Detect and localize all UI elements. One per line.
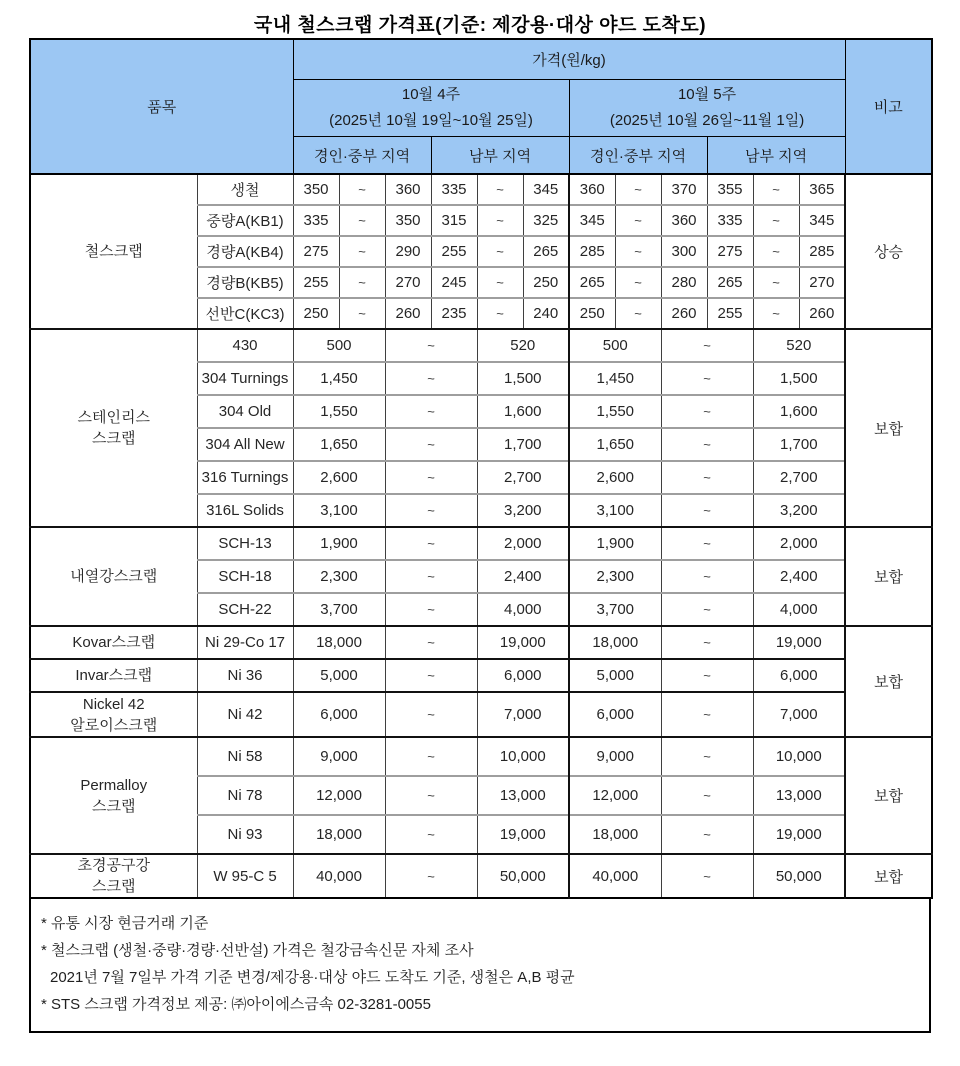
price-min-cell: 40,000 (293, 854, 385, 898)
header-item: 품목 (30, 39, 293, 174)
category-line: Nickel 42 (82, 695, 145, 713)
price-max-cell: 50,000 (477, 854, 569, 898)
price-separator: ~ (385, 659, 477, 692)
price-max-cell: 1,500 (753, 362, 845, 395)
price-max-cell: 280 (661, 267, 707, 298)
price-min-cell: 285 (569, 236, 615, 267)
header-week-october-5 (569, 80, 845, 137)
price-separator: ~ (661, 776, 753, 815)
page-title: 국내 철스크랩 가격표(기준: 제강용·대상 야드 도착도) (253, 15, 707, 36)
table-row (30, 174, 932, 205)
item-cell: 430 (197, 329, 293, 362)
price-max-cell: 13,000 (477, 776, 569, 815)
item-cell: Ni 36 (197, 659, 293, 692)
category-line: 초경공구강 (77, 857, 150, 874)
remark-cell: 상승 (845, 174, 932, 329)
price-max-cell: 360 (385, 174, 431, 205)
table-row (30, 626, 932, 659)
price-max-cell: 270 (385, 267, 431, 298)
price-max-cell: 1,600 (477, 395, 569, 428)
category-line: 스테인리스 (77, 409, 150, 426)
price-min-cell: 40,000 (569, 854, 661, 898)
price-min-cell: 1,550 (293, 395, 385, 428)
price-separator: ~ (661, 329, 753, 362)
price-separator: ~ (615, 298, 661, 329)
price-max-cell: 325 (523, 205, 569, 236)
price-min-cell: 1,550 (569, 395, 661, 428)
category-line: 스크랩 (92, 430, 136, 447)
category-cell (30, 527, 197, 626)
table-row (30, 854, 932, 898)
price-max-cell: 2,000 (477, 527, 569, 560)
remark-cell: 보합 (845, 329, 932, 527)
price-max-cell: 10,000 (477, 737, 569, 776)
price-max-cell: 285 (799, 236, 845, 267)
price-separator: ~ (477, 236, 523, 267)
item-cell: 선반C(KC3) (197, 298, 293, 329)
header-price-unit: 가격(원/kg) (293, 39, 845, 80)
price-min-cell: 1,450 (569, 362, 661, 395)
price-min-cell: 1,450 (293, 362, 385, 395)
remark-cell: 보합 (845, 626, 932, 737)
price-max-cell: 260 (385, 298, 431, 329)
price-max-cell: 2,700 (753, 461, 845, 494)
table-row (30, 659, 932, 692)
category-cell (30, 174, 197, 329)
category-cell (30, 737, 197, 854)
price-min-cell: 500 (293, 329, 385, 362)
item-cell: 생철 (197, 174, 293, 205)
price-max-cell: 7,000 (477, 692, 569, 737)
price-min-cell: 255 (293, 267, 339, 298)
price-max-cell: 7,000 (753, 692, 845, 737)
price-min-cell: 265 (707, 267, 753, 298)
price-min-cell: 1,900 (293, 527, 385, 560)
price-min-cell: 18,000 (293, 815, 385, 854)
price-min-cell: 250 (569, 298, 615, 329)
remark-cell: 보합 (845, 737, 932, 854)
price-max-cell: 4,000 (753, 593, 845, 626)
price-min-cell: 235 (431, 298, 477, 329)
price-max-cell: 345 (523, 174, 569, 205)
price-max-cell: 350 (385, 205, 431, 236)
table-header (30, 39, 932, 174)
category-line: Permalloy (80, 776, 148, 794)
item-cell: SCH-18 (197, 560, 293, 593)
price-max-cell: 1,700 (477, 428, 569, 461)
price-separator: ~ (661, 395, 753, 428)
price-min-cell: 255 (707, 298, 753, 329)
table-row (30, 692, 932, 737)
price-max-cell: 2,000 (753, 527, 845, 560)
price-min-cell: 18,000 (569, 815, 661, 854)
price-separator: ~ (385, 395, 477, 428)
price-max-cell: 6,000 (477, 659, 569, 692)
price-separator: ~ (477, 205, 523, 236)
price-separator: ~ (477, 174, 523, 205)
price-min-cell: 12,000 (569, 776, 661, 815)
category-line: 스크랩 (92, 878, 136, 895)
item-cell: Ni 93 (197, 815, 293, 854)
price-separator: ~ (339, 267, 385, 298)
price-max-cell: 260 (661, 298, 707, 329)
header-region-south-week4: 남부 지역 (431, 137, 569, 175)
price-min-cell: 1,900 (569, 527, 661, 560)
price-separator: ~ (661, 626, 753, 659)
price-max-cell: 10,000 (753, 737, 845, 776)
item-cell: 316L Solids (197, 494, 293, 527)
price-min-cell: 245 (431, 267, 477, 298)
footnote: * 철스크랩 (생철·중량·경량·선반설) 가격은 철강금속신문 자체 조사 (41, 942, 474, 959)
table-row (30, 737, 932, 776)
price-max-cell: 345 (799, 205, 845, 236)
price-min-cell: 275 (293, 236, 339, 267)
week-range: (2025년 10월 26일~11월 1일) (609, 112, 805, 129)
price-min-cell: 6,000 (569, 692, 661, 737)
item-cell: 304 Turnings (197, 362, 293, 395)
price-min-cell: 5,000 (293, 659, 385, 692)
item-cell: 중량A(KB1) (197, 205, 293, 236)
price-separator: ~ (385, 329, 477, 362)
price-separator: ~ (615, 174, 661, 205)
price-min-cell: 3,700 (569, 593, 661, 626)
price-max-cell: 520 (477, 329, 569, 362)
price-min-cell: 335 (707, 205, 753, 236)
price-max-cell: 360 (661, 205, 707, 236)
price-separator: ~ (385, 854, 477, 898)
item-cell: 경량B(KB5) (197, 267, 293, 298)
category-cell (30, 854, 197, 898)
price-min-cell: 265 (569, 267, 615, 298)
price-max-cell: 240 (523, 298, 569, 329)
price-table-body (30, 174, 932, 898)
price-max-cell: 370 (661, 174, 707, 205)
price-max-cell: 520 (753, 329, 845, 362)
price-min-cell: 250 (293, 298, 339, 329)
price-separator: ~ (385, 776, 477, 815)
footnote: 2021년 7월 7일부 가격 기준 변경/제강용·대상 야드 도착도 기준, 생철은 A,B 평균 (50, 969, 575, 986)
price-separator: ~ (385, 737, 477, 776)
price-min-cell: 345 (569, 205, 615, 236)
price-separator: ~ (661, 692, 753, 737)
week-range: (2025년 10월 19일~10월 25일) (329, 112, 533, 129)
price-max-cell: 1,500 (477, 362, 569, 395)
category-cell (30, 692, 197, 737)
price-min-cell: 350 (293, 174, 339, 205)
item-cell: SCH-22 (197, 593, 293, 626)
price-separator: ~ (661, 659, 753, 692)
price-min-cell: 9,000 (293, 737, 385, 776)
item-cell: Ni 29-Co 17 (197, 626, 293, 659)
price-separator: ~ (385, 494, 477, 527)
remark-cell: 보합 (845, 854, 932, 898)
week-name: 10월 4주 (401, 86, 461, 103)
price-max-cell: 365 (799, 174, 845, 205)
price-separator: ~ (385, 626, 477, 659)
item-cell: 304 Old (197, 395, 293, 428)
category-line: 스크랩 (92, 797, 136, 815)
price-min-cell: 1,650 (569, 428, 661, 461)
item-cell: 316 Turnings (197, 461, 293, 494)
price-max-cell: 4,000 (477, 593, 569, 626)
price-min-cell: 1,650 (293, 428, 385, 461)
category-line: Invar스크랩 (75, 667, 153, 684)
item-cell: 경량A(KB4) (197, 236, 293, 267)
item-cell: 304 All New (197, 428, 293, 461)
price-max-cell: 290 (385, 236, 431, 267)
price-max-cell: 2,400 (753, 560, 845, 593)
price-separator: ~ (661, 428, 753, 461)
price-min-cell: 2,300 (569, 560, 661, 593)
item-cell: Ni 58 (197, 737, 293, 776)
header-region-gyeongin-central-week4: 경인·중부 지역 (293, 137, 431, 175)
header-region-gyeongin-central-week5: 경인·중부 지역 (569, 137, 707, 175)
price-separator: ~ (661, 461, 753, 494)
price-separator: ~ (385, 362, 477, 395)
price-max-cell: 250 (523, 267, 569, 298)
price-max-cell: 300 (661, 236, 707, 267)
price-max-cell: 6,000 (753, 659, 845, 692)
price-separator: ~ (753, 267, 799, 298)
price-min-cell: 2,600 (293, 461, 385, 494)
price-min-cell: 335 (431, 174, 477, 205)
price-max-cell: 260 (799, 298, 845, 329)
footnote: * 유통 시장 현금거래 기준 (41, 915, 209, 932)
price-separator: ~ (615, 236, 661, 267)
price-max-cell: 19,000 (477, 815, 569, 854)
price-min-cell: 6,000 (293, 692, 385, 737)
price-min-cell: 355 (707, 174, 753, 205)
price-separator: ~ (753, 205, 799, 236)
header-week-october-4 (293, 80, 569, 137)
price-min-cell: 315 (431, 205, 477, 236)
price-separator: ~ (661, 854, 753, 898)
price-separator: ~ (615, 267, 661, 298)
price-min-cell: 12,000 (293, 776, 385, 815)
price-max-cell: 13,000 (753, 776, 845, 815)
price-separator: ~ (339, 298, 385, 329)
price-max-cell: 19,000 (477, 626, 569, 659)
price-separator: ~ (339, 205, 385, 236)
price-separator: ~ (661, 815, 753, 854)
category-cell (30, 626, 197, 659)
price-min-cell: 5,000 (569, 659, 661, 692)
category-line: 철스크랩 (84, 243, 143, 260)
footnote: * STS 스크랩 가격정보 제공: ㈜아이에스금속 02-3281-0055 (41, 996, 431, 1013)
price-separator: ~ (661, 362, 753, 395)
price-separator: ~ (753, 298, 799, 329)
price-table (29, 38, 933, 899)
price-max-cell: 3,200 (753, 494, 845, 527)
price-min-cell: 360 (569, 174, 615, 205)
price-separator: ~ (661, 737, 753, 776)
price-min-cell: 2,300 (293, 560, 385, 593)
category-cell (30, 329, 197, 527)
price-separator: ~ (661, 560, 753, 593)
price-separator: ~ (661, 494, 753, 527)
price-min-cell: 275 (707, 236, 753, 267)
price-separator: ~ (753, 174, 799, 205)
price-min-cell: 255 (431, 236, 477, 267)
item-cell: W 95-C 5 (197, 854, 293, 898)
price-separator: ~ (385, 593, 477, 626)
price-max-cell: 3,200 (477, 494, 569, 527)
price-separator: ~ (339, 174, 385, 205)
price-min-cell: 18,000 (293, 626, 385, 659)
category-line: Kovar스크랩 (72, 634, 156, 651)
price-min-cell: 9,000 (569, 737, 661, 776)
table-row (30, 329, 932, 362)
item-cell: Ni 42 (197, 692, 293, 737)
price-min-cell: 335 (293, 205, 339, 236)
price-min-cell: 18,000 (569, 626, 661, 659)
price-min-cell: 2,600 (569, 461, 661, 494)
price-separator: ~ (385, 527, 477, 560)
price-max-cell: 2,700 (477, 461, 569, 494)
price-separator: ~ (385, 428, 477, 461)
price-max-cell: 2,400 (477, 560, 569, 593)
price-separator: ~ (385, 692, 477, 737)
remark-cell: 보합 (845, 527, 932, 626)
price-min-cell: 3,100 (293, 494, 385, 527)
price-min-cell: 3,700 (293, 593, 385, 626)
item-cell: SCH-13 (197, 527, 293, 560)
price-max-cell: 265 (523, 236, 569, 267)
category-line: 내열강스크랩 (70, 568, 158, 585)
category-cell (30, 659, 197, 692)
price-max-cell: 50,000 (753, 854, 845, 898)
price-separator: ~ (615, 205, 661, 236)
price-separator: ~ (385, 815, 477, 854)
price-max-cell: 19,000 (753, 815, 845, 854)
price-min-cell: 3,100 (569, 494, 661, 527)
price-separator: ~ (661, 527, 753, 560)
header-remark: 비고 (845, 39, 932, 174)
week-name: 10월 5주 (677, 86, 737, 103)
price-separator: ~ (477, 267, 523, 298)
footnotes (29, 899, 931, 1033)
price-max-cell: 1,600 (753, 395, 845, 428)
price-separator: ~ (339, 236, 385, 267)
item-cell: Ni 78 (197, 776, 293, 815)
price-separator: ~ (477, 298, 523, 329)
header-region-south-week5: 남부 지역 (707, 137, 845, 175)
price-max-cell: 1,700 (753, 428, 845, 461)
price-separator: ~ (385, 461, 477, 494)
table-row (30, 527, 932, 560)
price-min-cell: 500 (569, 329, 661, 362)
price-separator: ~ (385, 560, 477, 593)
category-line: 알로이스크랩 (70, 716, 158, 734)
price-max-cell: 270 (799, 267, 845, 298)
price-separator: ~ (661, 593, 753, 626)
price-separator: ~ (753, 236, 799, 267)
price-max-cell: 19,000 (753, 626, 845, 659)
